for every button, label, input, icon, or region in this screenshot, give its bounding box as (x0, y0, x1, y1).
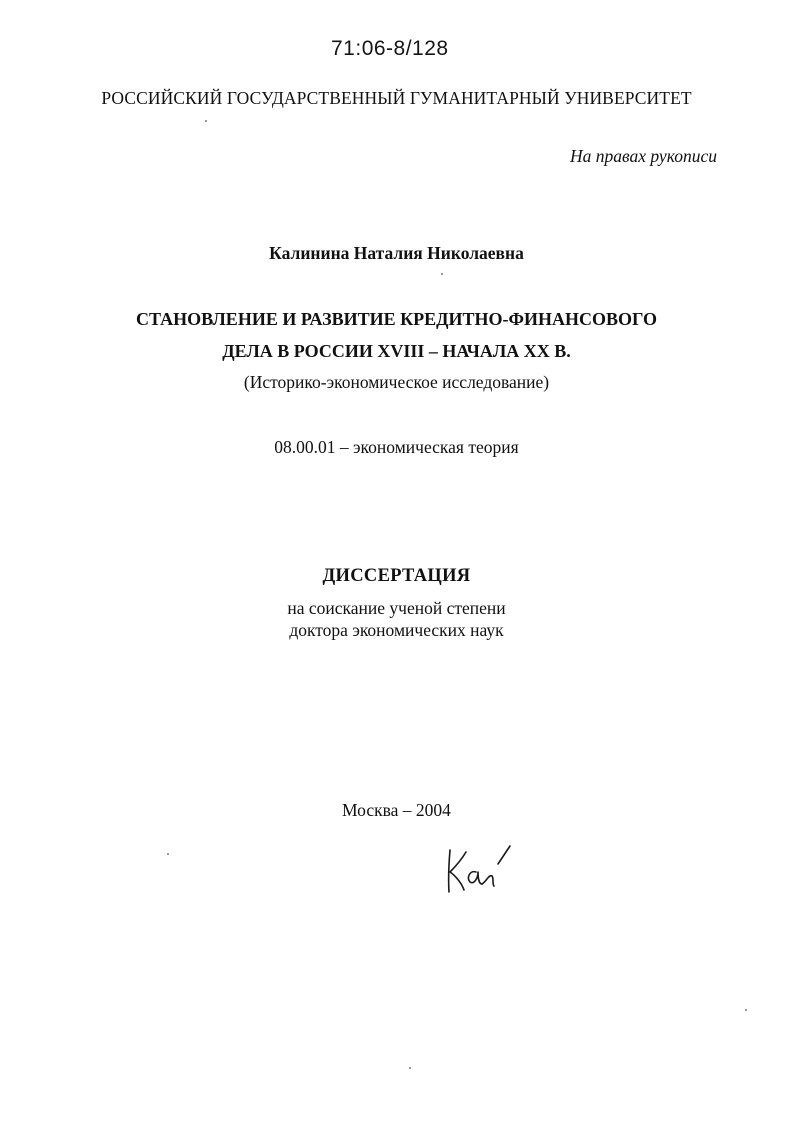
title-line-2: ДЕЛА В РОССИИ XVIII – НАЧАЛА XX В. (222, 341, 571, 361)
place-and-year: Москва – 2004 (342, 800, 451, 820)
degree-line-1: на соискание ученой степени (287, 598, 506, 618)
scan-speck (205, 120, 207, 122)
scan-speck (409, 1067, 411, 1069)
work-type-heading: ДИССЕРТАЦИЯ (322, 566, 471, 586)
scan-speck (167, 853, 169, 855)
university-name: РОССИЙСКИЙ ГОСУДАРСТВЕННЫЙ ГУМАНИТАРНЫЙ УНИВЕРСИТЕТ (101, 88, 692, 108)
scan-speck (745, 1009, 747, 1011)
scan-speck (441, 273, 443, 275)
handwritten-signature (442, 842, 512, 898)
author-name: Калинина Наталия Николаевна (269, 243, 524, 263)
degree-line-2: доктора экономических наук (289, 620, 504, 640)
subtitle: (Историко-экономическое исследование) (243, 372, 550, 392)
specialty-code: 08.00.01 – экономическая теория (274, 437, 519, 457)
title-line-1: СТАНОВЛЕНИЕ И РАЗВИТИЕ КРЕДИТНО-ФИНАНСОВОГО (135, 309, 658, 329)
archive-code: 71:06-8/128 (331, 37, 449, 60)
manuscript-note: На правах рукописи (570, 146, 717, 166)
